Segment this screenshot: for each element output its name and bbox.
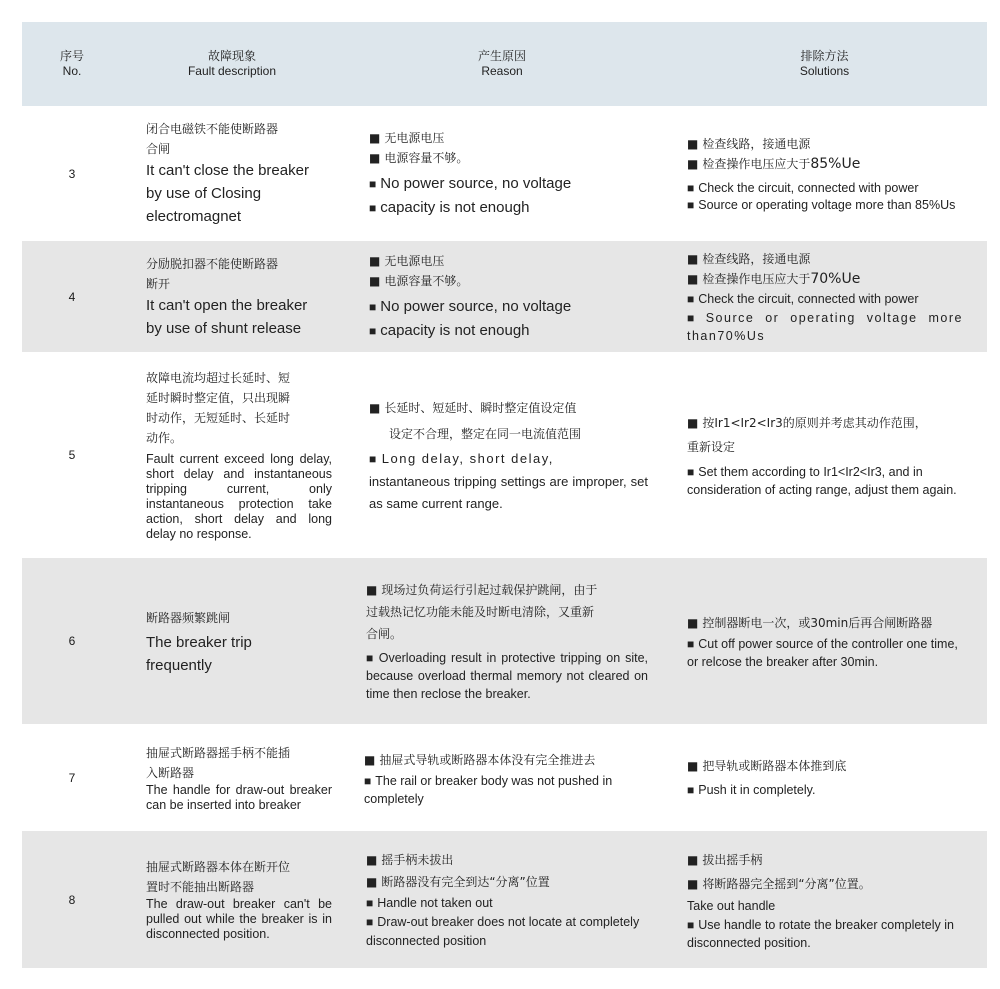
reason-en: ■ capacity is not enough — [369, 196, 648, 220]
fault-cell — [122, 241, 342, 352]
fault-cell — [122, 831, 342, 968]
fault-table — [22, 22, 987, 968]
fault-cn: 入断路器 — [146, 765, 195, 780]
solution-cell — [662, 724, 987, 831]
solution-en: ■ Source or operating voltage more than 85%Us — [687, 198, 963, 213]
reason-cn: ■ 无电源电压 — [369, 128, 648, 148]
fault-cell — [122, 724, 342, 831]
reason-cell — [342, 831, 662, 968]
reason-en: instantaneous tripping settings are improper, set as same current range. — [369, 474, 648, 511]
fault-cn: 断路器频繁跳闸 — [146, 611, 231, 625]
header-no-en: No. — [62, 64, 82, 78]
reason-cell — [342, 558, 662, 724]
fault-cn: 延时瞬时整定值，只出现瞬 — [146, 391, 291, 405]
header-reason-en: Reason — [481, 64, 523, 78]
header-sol-cn: 排除方法 — [800, 49, 849, 63]
reason-cell — [342, 241, 662, 352]
solution-cn: ■ 控制器断电一次，或30min后再合闸断路器 — [687, 611, 963, 635]
fault-en: It can't open the breaker — [146, 296, 308, 314]
reason-en: ■ Long delay, short delay, — [369, 447, 648, 471]
table-row — [22, 558, 987, 724]
reason-cn: ■ 现场过负荷运行引起过载保护跳闸，由于 — [366, 579, 648, 601]
header-fault — [122, 22, 342, 106]
fault-cn: 时动作，无短延时、长延时 — [146, 411, 291, 425]
header-reason-cn: 产生原因 — [477, 49, 526, 63]
header-no-cn: 序号 — [59, 49, 84, 63]
solution-en: ■ Cut off power source of the controller one time, or relcose the breaker after 30min. — [687, 635, 963, 671]
header-solutions — [662, 22, 987, 106]
fault-cn: 断开 — [146, 276, 171, 291]
header-fault-en: Fault description — [187, 64, 277, 78]
row-number: 5 — [68, 448, 76, 462]
reason-cn: ■ 抽屉式导轨或断路器本体没有完全推进去 — [364, 748, 648, 772]
reason-cn: ■ 断路器没有完全到达“分离”位置 — [366, 871, 648, 893]
header-sol-en: Solutions — [799, 64, 850, 78]
reason-cn: ■ 电源容量不够。 — [369, 271, 648, 291]
fault-cell — [122, 558, 342, 724]
solution-en: ■ Check the circuit, connected with power — [687, 289, 963, 309]
fault-en: Fault current exceed long delay, short delay and instantaneous tripping current, only instantaneous protection take action, short delay and long delay no response. — [146, 452, 332, 541]
solution-cn: ■ 按Ir1<Ir2<Ir3的原则并考虑其动作范围， — [687, 411, 963, 435]
reason-cn: 过载热记忆功能未能及时断电清除，又重新 — [366, 605, 595, 619]
fault-cn: 抽屉式断路器摇手柄不能插 — [146, 745, 291, 760]
row-number: 6 — [68, 634, 76, 648]
fault-cn: 合闸 — [146, 142, 171, 156]
solution-en: ■ Set them according to Ir1<Ir2<Ir3, and in consideration of acting range, adjust them again. — [687, 463, 963, 499]
reason-en: ■ No power source, no voltage — [369, 295, 648, 319]
table-row — [22, 241, 987, 352]
fault-cn: 抽屉式断路器本体在断开位 — [146, 860, 291, 874]
fault-cn: 闭合电磁铁不能使断路器 — [146, 122, 279, 136]
solution-cell — [662, 558, 987, 724]
reason-cell — [342, 724, 662, 831]
fault-cn: 分励脱扣器不能使断路器 — [146, 256, 279, 271]
solution-cell — [662, 831, 987, 968]
reason-en: ■ Overloading result in protective tripping on site, because overload thermal memory not cleared on time then reclose the breaker. — [366, 649, 648, 703]
row-number: 7 — [68, 770, 76, 785]
reason-en: ■ Handle not taken out — [366, 893, 648, 913]
solution-cn: ■ 检查操作电压应大于85%Ue — [687, 154, 963, 174]
solution-en: ■ Push it in completely. — [687, 778, 963, 802]
fault-cn: 故障电流均超过长延时、短 — [146, 371, 291, 385]
solution-en: Take out handle — [687, 898, 776, 913]
table-row — [22, 106, 987, 241]
header-no — [22, 22, 122, 106]
fault-en: The breaker trip — [146, 634, 252, 651]
solution-cn: ■ 检查线路，接通电源 — [687, 249, 963, 269]
solution-en: ■ Check the circuit, connected with power — [687, 178, 963, 198]
reason-en: ■ capacity is not enough — [369, 319, 648, 343]
table-row — [22, 724, 987, 831]
table-row — [22, 352, 987, 558]
solution-en: ■ Use handle to rotate the breaker completely in disconnected position. — [687, 916, 963, 952]
fault-cn: 动作。 — [146, 431, 183, 445]
row-number: 8 — [68, 892, 76, 907]
row-number: 4 — [68, 289, 76, 304]
reason-cn: 设定不合理，整定在同一电流值范围 — [389, 427, 582, 441]
header-fault-cn: 故障现象 — [207, 49, 256, 63]
reason-cn: ■ 电源容量不够。 — [369, 148, 648, 168]
solution-cn: ■ 把导轨或断路器本体推到底 — [687, 754, 963, 778]
row-number: 3 — [68, 166, 76, 181]
table-row — [22, 831, 987, 968]
fault-en: The draw-out breaker can't be pulled out while the breaker is in disconnected position. — [146, 897, 332, 941]
header-reason — [342, 22, 662, 106]
reason-cell — [342, 106, 662, 241]
reason-en: ■ Draw-out breaker does not locate at completely disconnected position — [366, 913, 648, 951]
fault-en: The handle for draw-out breaker can be inserted into breaker — [146, 782, 332, 812]
solution-cell — [662, 241, 987, 352]
fault-en: frequently — [146, 657, 212, 674]
solution-cn: 重新设定 — [687, 440, 736, 454]
solution-cell — [662, 106, 987, 241]
reason-cn: ■ 长延时、短延时、瞬时整定值设定值 — [369, 395, 648, 421]
reason-en: ■ No power source, no voltage — [369, 172, 648, 196]
solution-en: ■ Source or operating voltage more than70%Us — [687, 309, 963, 345]
fault-cell — [122, 106, 342, 241]
fault-en: It can't close the breaker — [146, 162, 309, 179]
solution-cn: ■ 拔出摇手柄 — [687, 848, 963, 872]
table-header — [22, 22, 987, 106]
solution-cell — [662, 352, 987, 558]
solution-cn: ■ 检查操作电压应大于70%Ue — [687, 269, 963, 289]
reason-en: ■ The rail or breaker body was not pushed in completely — [364, 772, 648, 808]
reason-cn: 合闸。 — [366, 627, 403, 641]
solution-cn: ■ 检查线路，接通电源 — [687, 134, 963, 154]
reason-cn: ■ 摇手柄未拔出 — [366, 849, 648, 871]
fault-cn: 置时不能抽出断路器 — [146, 880, 255, 894]
fault-en: electromagnet — [146, 208, 242, 225]
fault-en: by use of shunt release — [146, 319, 302, 337]
fault-en: by use of Closing — [146, 185, 262, 202]
reason-cell — [342, 352, 662, 558]
fault-cell — [122, 352, 342, 558]
reason-cn: ■ 无电源电压 — [369, 251, 648, 271]
solution-cn: ■ 将断路器完全摇到“分离”位置。 — [687, 872, 963, 896]
